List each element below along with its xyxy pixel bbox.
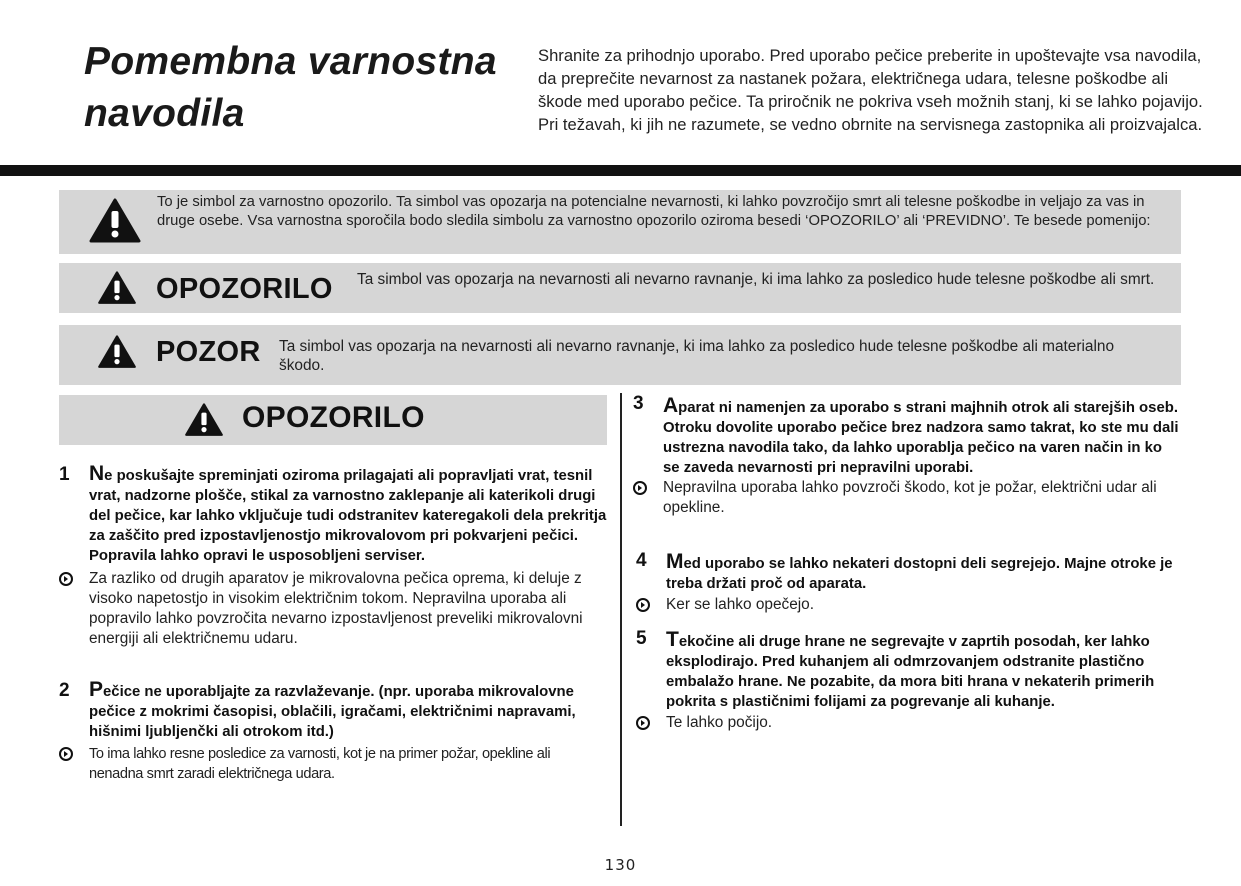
item-heading-text: parat ni namenjen za uporabo s strani majhnih otrok ali starejših oseb. Otroku dovolite uporabo pečice brez nadzora samo takrat, ko ste mu dali ustrezna navodila tako, da lahko uporablja pečico na varen način in ko se zaveda nevarnosti pri nepravilni uporabi. — [663, 400, 1179, 476]
warning-section-title: OPOZORILO — [242, 401, 425, 434]
signal-word-warning-text: Ta simbol vas opozarja na nevarnosti ali nevarno ravnanje, ki ima lahko za posledico hude telesne poškodbe ali smrt. — [357, 271, 1155, 288]
arrow-bullet-icon — [59, 747, 73, 761]
item-heading-capital: A — [663, 394, 679, 417]
item-number: 4 — [636, 550, 647, 571]
item-note-text: Za razliko od drugih aparatov je mikrovalovna pečica oprema, ki deluje z visoko napetostjo in visokim električnim tokom. Nepravilna uporaba ali popravilo lahko povzročita nevarno izpostavljenost preveliki mikrovalovni energiji ali električnemu udaru. — [89, 570, 583, 647]
warning-section-banner — [59, 395, 607, 445]
warning-triangle-icon — [97, 335, 137, 369]
signal-word-warning-box — [59, 263, 1181, 313]
item-note — [666, 713, 1181, 733]
item-heading-text: e poskušajte spreminjati oziroma prilagajati ali popravljati vrat, tesnil vrat, nadzorne plošče, stikal za varnostno zaklepanje ali katerikoli drugi del pečice, kar lahko vključuje tudi odstranitev kateregakoli dela prekritja za zaščito pred izpostavljenostjo mikrovalovom pri pokvarjeni pečici. Popravila lahko opravi le usposobljeni serviser. — [89, 468, 607, 564]
item-number: 5 — [636, 628, 647, 649]
item-heading — [666, 552, 1181, 594]
item-heading-capital: N — [89, 462, 105, 485]
item-heading — [89, 464, 607, 566]
item-note — [89, 744, 607, 784]
item-note — [663, 478, 1181, 518]
safety-symbol-box — [59, 190, 1181, 254]
warning-triangle-icon — [97, 271, 137, 305]
warning-triangle-icon — [89, 198, 141, 244]
page-number: 130 — [604, 856, 637, 874]
column-divider — [620, 393, 622, 826]
item-note-text: Nepravilna uporaba lahko povzroči škodo, kot je požar, električni udar ali opekline. — [663, 479, 1157, 516]
signal-word-caution-text: Ta simbol vas opozarja na nevarnosti ali nevarno ravnanje, ki ima lahko za posledico hude telesne poškodbe ali materialno škodo. — [279, 338, 1115, 374]
title-line-1: Pomembna varnostna — [84, 40, 497, 83]
item-heading-capital: M — [666, 550, 684, 573]
item-heading-text: ed uporabo se lahko nekateri dostopni deli segrejejo. Majne otroke je treba držati proč od aparata. — [666, 556, 1173, 592]
header-divider — [0, 165, 1241, 176]
arrow-bullet-icon — [633, 481, 647, 495]
signal-word-caution: POZOR — [156, 336, 261, 368]
arrow-bullet-icon — [636, 598, 650, 612]
arrow-bullet-icon — [636, 716, 650, 730]
item-note — [666, 595, 1181, 615]
item-number: 1 — [59, 464, 70, 485]
signal-word-caution-box — [59, 325, 1181, 385]
item-heading — [666, 630, 1181, 712]
intro-text: Shranite za prihodnjo uporabo. Pred uporabo pečice preberite in upoštevajte vsa navodila, da preprečite nevarnost za nastanek požara, električnega udara, telesne poškodbe ali škode med uporabo pečice. Ta priročnik ne pokriva vseh možnih stanj, ki se lahko pojavijo. Pri težavah, ki jih ne razumete, se vedno obrnite na servisnega zastopnika ali proizvajalca. — [538, 46, 1203, 134]
item-note-text: Te lahko počijo. — [666, 714, 773, 731]
safety-symbol-text: To je simbol za varnostno opozorilo. Ta simbol vas opozarja na potencialne nevarnosti, ki lahko povzročijo smrt ali telesne poškodbe in veljajo za vas in druge osebe. Vsa varnostna sporočila bodo sledila simbolu za varnostno opozorilo oziroma besedi ‘OPOZORILO’ ali ‘PREVIDNO’. Te besede pomenijo: — [157, 194, 1151, 229]
warning-triangle-icon — [184, 403, 224, 437]
item-note-text: To ima lahko resne posledice za varnosti, kot je na primer požar, opekline ali nenadna smrt zaradi električnega udara. — [89, 746, 551, 782]
item-heading-capital: T — [666, 628, 679, 651]
item-note-text: Ker se lahko opečejo. — [666, 596, 815, 613]
page-title — [84, 36, 529, 140]
item-heading — [663, 396, 1181, 478]
item-heading-capital: P — [89, 678, 104, 701]
item-number: 2 — [59, 680, 70, 701]
item-heading — [89, 680, 607, 742]
item-heading-text: ekočine ali druge hrane ne segrevajte v zaprtih posodah, ker lahko eksplodirajo. Pred kuhanjem ali odmrzovanjem odstranite plastično embalažo hrane. Ne pozabite, da mora biti hrana v nekaterih primerih pokrita s plastičnimi folijami za pogrevanje ali kuhanje. — [666, 634, 1155, 710]
item-heading-text: ečice ne uporabljajte za razvlaževanje. (npr. uporaba mikrovalovne pečice z mokrimi časopisi, oblačili, igračami, električnimi napravami, hišnimi ljubljenčki ali otrokom itd.) — [89, 684, 576, 740]
arrow-bullet-icon — [59, 572, 73, 586]
item-number: 3 — [633, 393, 644, 414]
item-note — [89, 569, 607, 649]
title-line-2: navodila — [84, 92, 245, 135]
signal-word-warning: OPOZORILO — [156, 273, 333, 305]
